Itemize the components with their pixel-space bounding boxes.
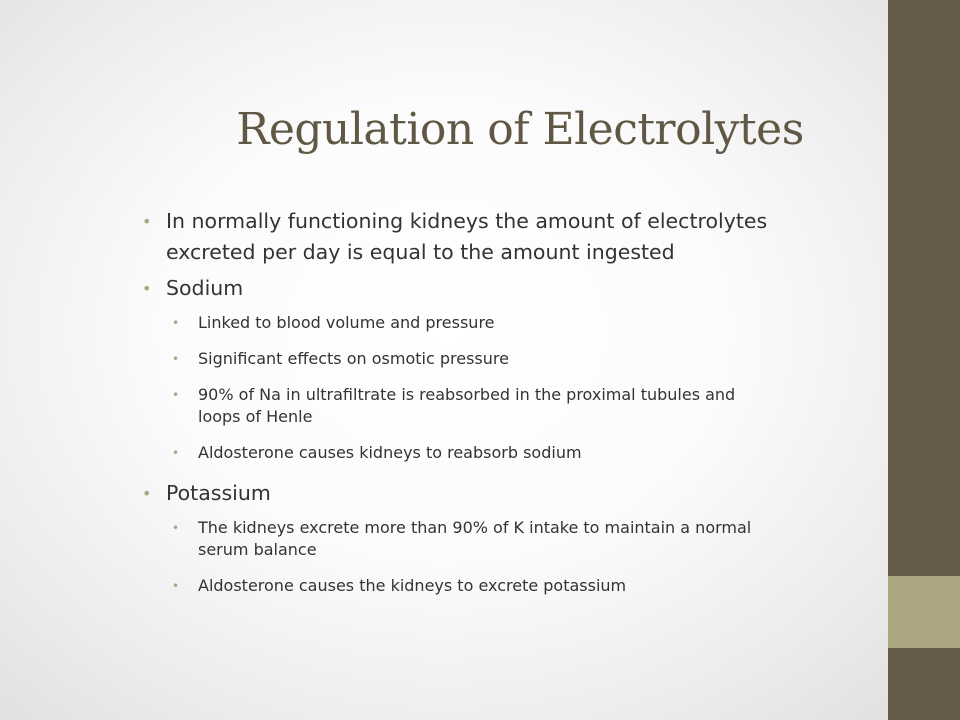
bullet-dot-icon: • <box>172 352 180 366</box>
sub-bullet-item <box>140 575 960 597</box>
sub-bullet-item <box>140 517 960 561</box>
sub-bullet-text: Significant effects on osmotic pressure <box>198 349 509 368</box>
sub-bullet-text: 90% of Na in ultrafiltrate is reabsorbed in the proximal tubules and <box>198 385 736 404</box>
bullet-dot-icon: • <box>142 212 152 231</box>
sub-bullet-text: Aldosterone causes the kidneys to excrete potassium <box>198 576 627 595</box>
bullet-text: In normally functioning kidneys the amount of electrolytes <box>166 209 768 233</box>
bullet-dot-icon: • <box>172 521 180 535</box>
bullet-item <box>140 478 960 597</box>
sub-bullet-list <box>166 312 960 464</box>
bullet-text: excreted per day is equal to the amount ingested <box>166 240 675 264</box>
sub-bullet-text: serum balance <box>198 540 317 559</box>
sub-bullet-list <box>166 517 960 597</box>
bullet-dot-icon: • <box>142 484 152 503</box>
sub-bullet-item <box>140 384 960 428</box>
sub-bullet-text: Linked to blood volume and pressure <box>198 313 495 332</box>
bullet-dot-icon: • <box>142 279 152 298</box>
bullet-dot-icon: • <box>172 446 180 460</box>
bullet-dot-icon: • <box>172 579 180 593</box>
sub-bullet-text: The kidneys excrete more than 90% of K intake to maintain a normal <box>198 518 752 537</box>
sub-bullet-item <box>140 312 960 334</box>
bullet-item <box>140 206 960 268</box>
bullet-list <box>140 206 960 611</box>
bullet-dot-icon: • <box>172 316 180 330</box>
slide-title: Regulation of Electrolytes <box>236 104 804 155</box>
sub-bullet-item <box>140 442 960 464</box>
bullet-text: Potassium <box>166 481 271 505</box>
bullet-item <box>140 273 960 464</box>
bullet-text: Sodium <box>166 276 244 300</box>
sub-bullet-text: loops of Henle <box>198 407 313 426</box>
sub-bullet-item <box>140 348 960 370</box>
sub-bullet-text: Aldosterone causes kidneys to reabsorb sodium <box>198 443 582 462</box>
bullet-dot-icon: • <box>172 388 180 402</box>
